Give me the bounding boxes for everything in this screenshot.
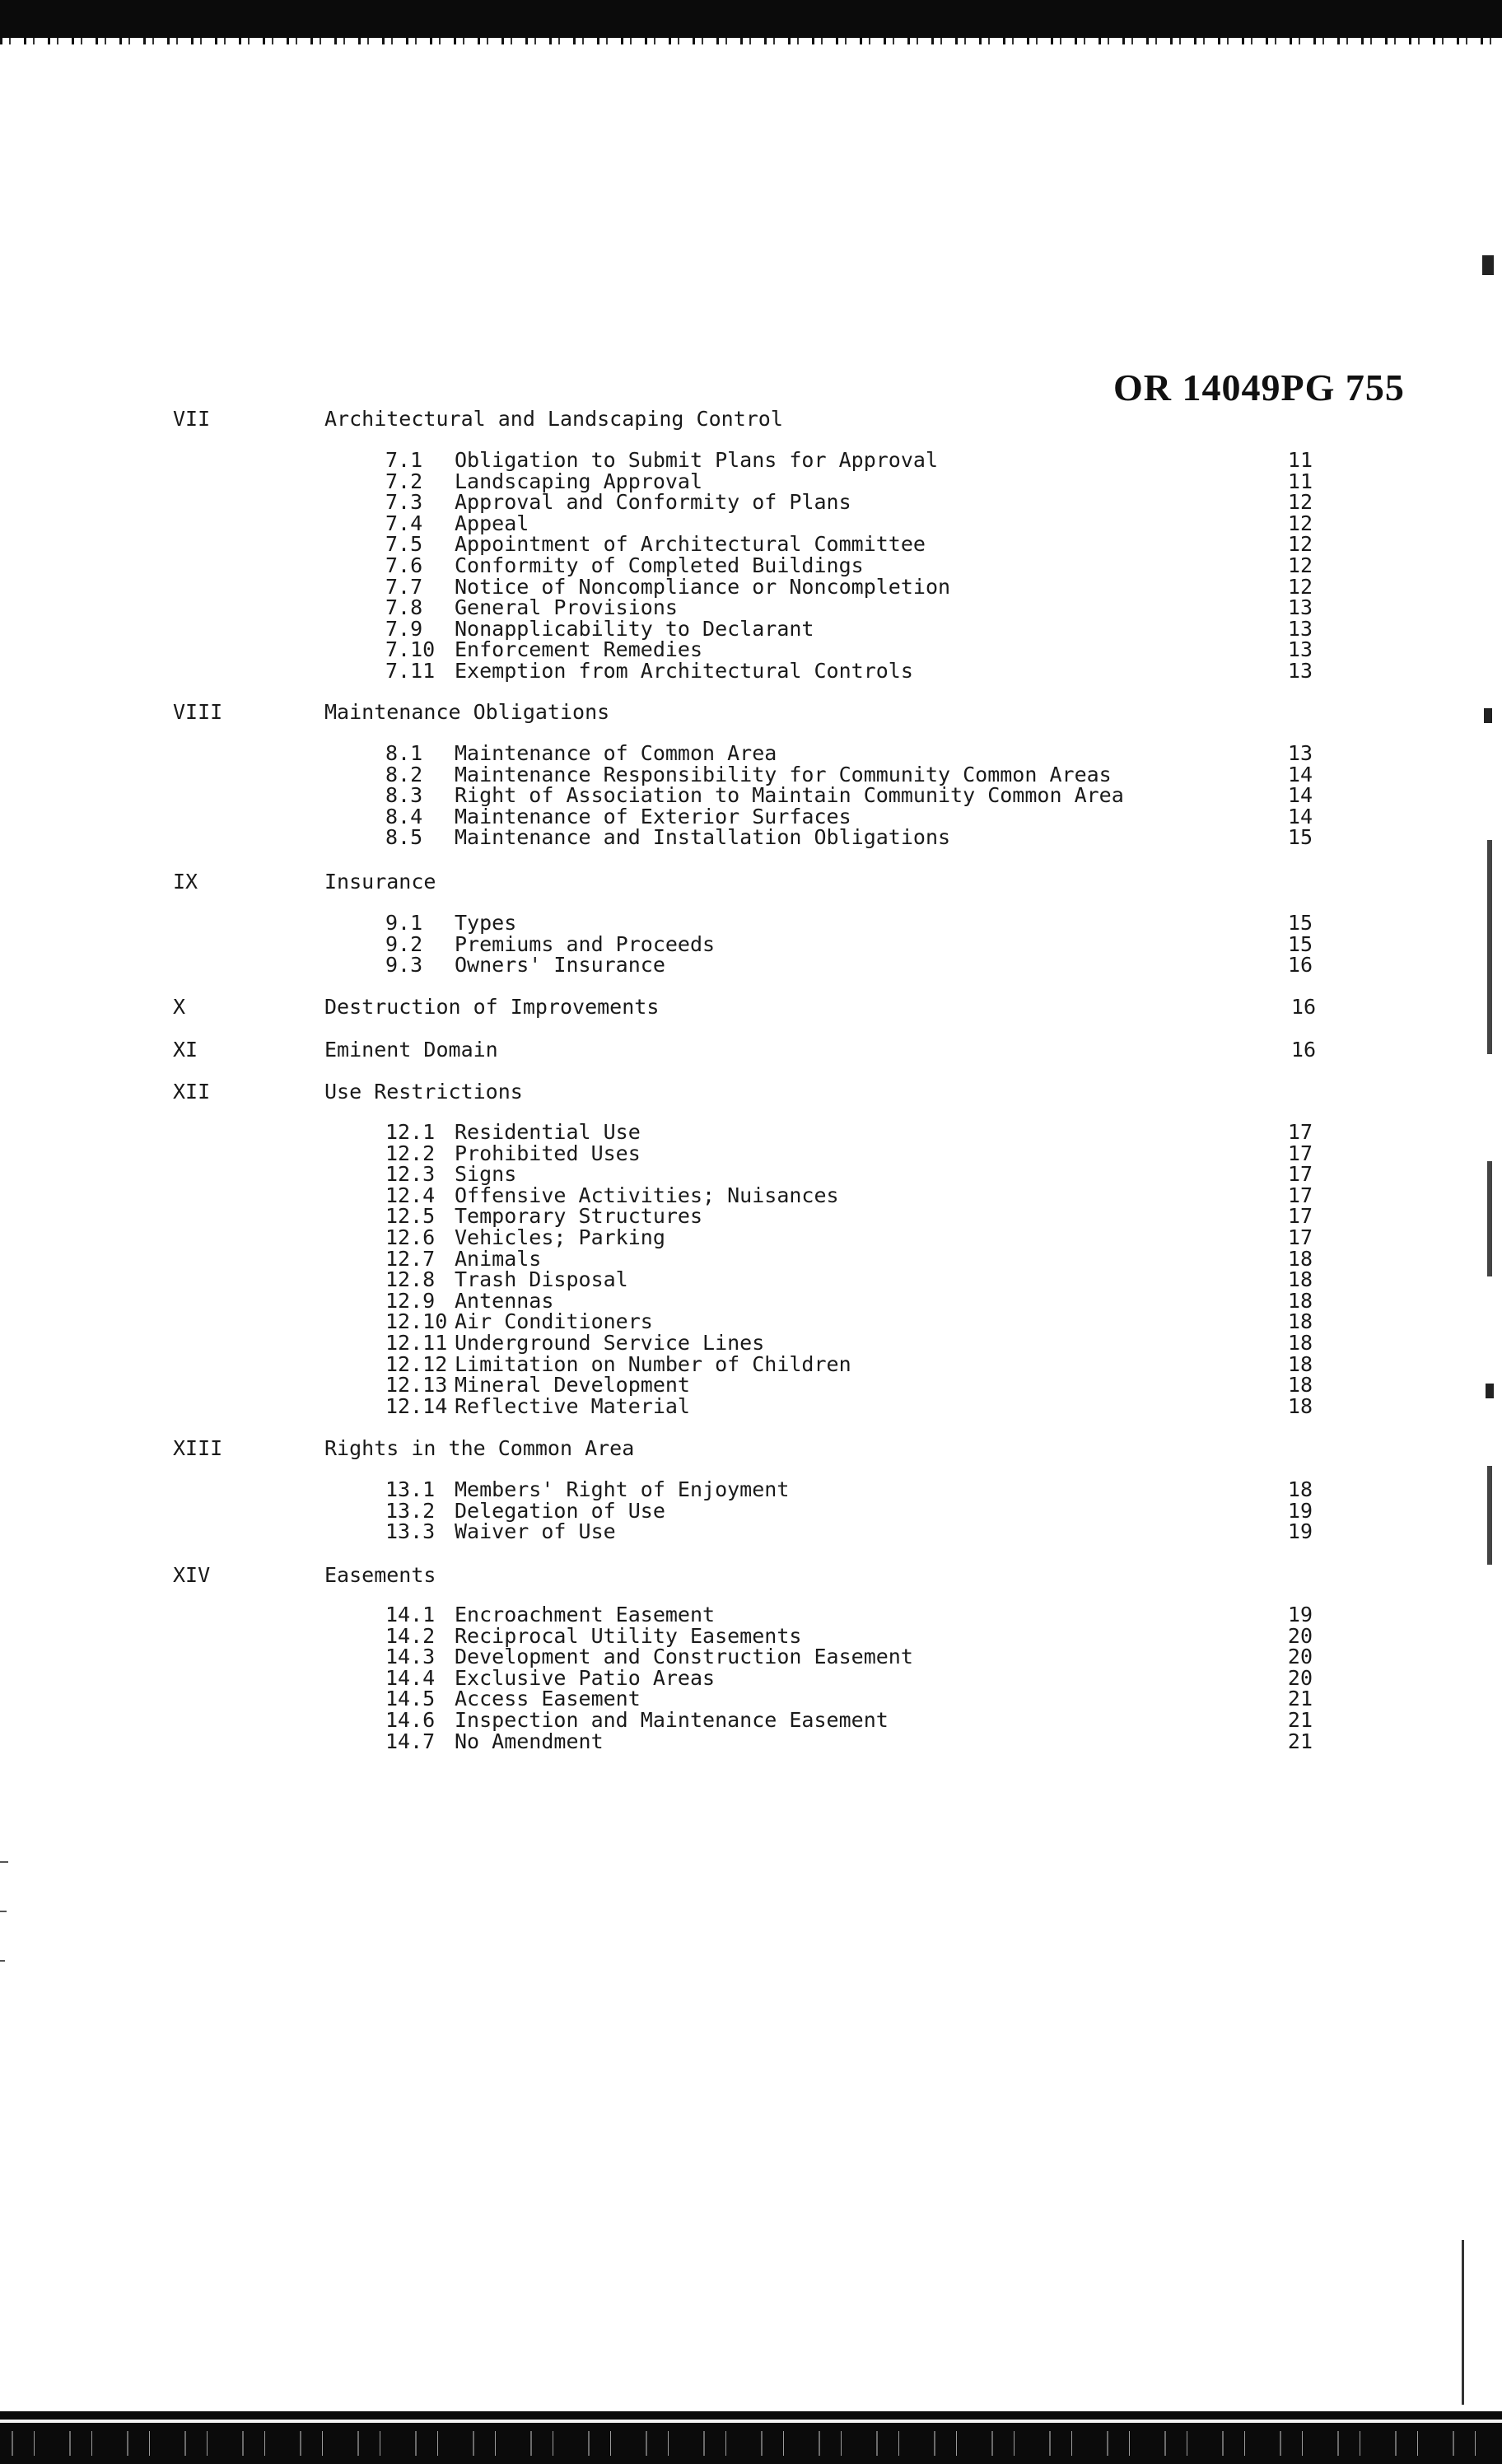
section-title: Trash Disposal	[455, 1267, 628, 1292]
section-title: Vehicles; Parking	[455, 1225, 665, 1249]
article-title: Use Restrictions	[324, 1080, 523, 1104]
section-page: 12	[1287, 553, 1313, 577]
section-page: 18	[1287, 1477, 1313, 1501]
section-row	[0, 1227, 1502, 1248]
section-number: 7.6	[385, 553, 423, 577]
section-page: 17	[1287, 1204, 1313, 1229]
section-page: 12	[1287, 532, 1313, 557]
section-row	[0, 1164, 1502, 1185]
section-page: 13	[1287, 741, 1313, 765]
section-page: 21	[1287, 1687, 1313, 1711]
section-row	[0, 1479, 1502, 1500]
section-title: Inspection and Maintenance Easement	[455, 1707, 889, 1732]
section-page: 12	[1287, 511, 1313, 535]
section-number: 12.4	[385, 1183, 436, 1207]
section-page: 18	[1287, 1267, 1313, 1292]
section-page: 17	[1287, 1225, 1313, 1249]
section-number: 8.5	[385, 825, 423, 850]
article-xiii	[0, 1438, 1502, 1459]
section-page: 21	[1287, 1729, 1313, 1753]
section-row	[0, 513, 1502, 534]
section-page: 20	[1287, 1623, 1313, 1648]
section-row	[0, 827, 1502, 848]
section-page: 16	[1287, 953, 1313, 978]
section-number: 14.1	[385, 1603, 436, 1626]
scan-edge-bottom	[0, 2411, 1502, 2464]
section-row	[0, 1248, 1502, 1270]
article-title: Architectural and Landscaping Control	[324, 407, 783, 431]
section-page: 18	[1287, 1373, 1313, 1398]
section-number: 7.1	[385, 448, 423, 472]
section-row	[0, 954, 1502, 976]
section-number: 8.2	[385, 762, 423, 786]
section-number: 7.4	[385, 511, 423, 535]
scan-edge-line	[0, 2420, 1502, 2423]
section-page: 19	[1287, 1498, 1313, 1523]
section-title: Enforcement Remedies	[455, 637, 703, 662]
section-title: Temporary Structures	[455, 1204, 703, 1229]
section-number: 13.1	[385, 1477, 436, 1501]
section-row	[0, 1500, 1502, 1522]
section-title: Mineral Development	[455, 1373, 690, 1398]
article-x	[0, 996, 1502, 1018]
section-title: Members' Right of Enjoyment	[455, 1477, 790, 1501]
section-row	[0, 618, 1502, 640]
section-page: 17	[1287, 1141, 1313, 1165]
section-title: Nonapplicability to Declarant	[455, 616, 814, 641]
section-number: 7.5	[385, 532, 423, 557]
section-row	[0, 1332, 1502, 1354]
section-number: 9.2	[385, 931, 423, 956]
section-title: Appeal	[455, 511, 529, 535]
section-number: 12.14	[385, 1393, 448, 1418]
section-page: 21	[1287, 1707, 1313, 1732]
section-row	[0, 1374, 1502, 1396]
section-page: 11	[1287, 469, 1313, 493]
article-xii	[0, 1081, 1502, 1103]
section-number: 7.8	[385, 595, 423, 620]
article-page: 16	[1290, 995, 1316, 1019]
section-number: 12.1	[385, 1120, 436, 1144]
section-title: Animals	[455, 1246, 542, 1271]
article-numeral: XI	[173, 1038, 198, 1062]
section-row	[0, 806, 1502, 828]
section-title: Right of Association to Maintain Community Common Area	[455, 783, 1124, 808]
section-row	[0, 1623, 1502, 1648]
section-title: Waiver of Use	[455, 1519, 616, 1544]
section-page: 20	[1287, 1645, 1313, 1669]
section-row	[0, 1311, 1502, 1332]
section-title: Maintenance Responsibility for Community Common Areas	[455, 762, 1112, 786]
section-number: 12.8	[385, 1267, 436, 1292]
article-title: Easements	[324, 1563, 436, 1587]
article-title: Destruction of Improvements	[324, 995, 660, 1019]
article-title: Rights in the Common Area	[324, 1436, 635, 1460]
section-number: 14.2	[385, 1623, 436, 1648]
section-row	[0, 1646, 1502, 1668]
article-ix	[0, 871, 1502, 893]
section-list-ix	[0, 912, 1502, 976]
article-xiv	[0, 1565, 1502, 1586]
section-number: 7.3	[385, 490, 423, 515]
section-number: 7.2	[385, 469, 423, 493]
section-title: Landscaping Approval	[455, 469, 703, 493]
section-page: 18	[1287, 1351, 1313, 1376]
article-viii	[0, 702, 1502, 723]
section-row	[0, 743, 1502, 764]
section-row	[0, 555, 1502, 576]
scan-edge-noise	[0, 2431, 1502, 2456]
section-page: 11	[1287, 448, 1313, 472]
section-title: Limitation on Number of Children	[455, 1351, 851, 1376]
section-row	[0, 912, 1502, 934]
section-page: 15	[1287, 911, 1313, 935]
section-title: Premiums and Proceeds	[455, 931, 716, 956]
section-row	[0, 660, 1502, 682]
section-page: 15	[1287, 825, 1313, 850]
section-row	[0, 1185, 1502, 1206]
section-page: 20	[1287, 1665, 1313, 1690]
section-title: Reciprocal Utility Easements	[455, 1623, 802, 1648]
section-page: 13	[1287, 616, 1313, 641]
section-row	[0, 597, 1502, 618]
section-title: Maintenance of Exterior Surfaces	[455, 804, 851, 828]
section-row	[0, 450, 1502, 471]
section-page: 18	[1287, 1309, 1313, 1334]
section-title: Signs	[455, 1162, 517, 1187]
article-numeral: XII	[173, 1080, 211, 1104]
section-title: No Amendment	[455, 1729, 604, 1753]
section-row	[0, 639, 1502, 660]
section-title: Notice of Noncompliance or Noncompletion	[455, 574, 951, 599]
section-number: 7.9	[385, 616, 423, 641]
section-number: 9.3	[385, 953, 423, 978]
section-number: 12.5	[385, 1204, 436, 1229]
section-number: 9.1	[385, 911, 423, 935]
section-number: 12.11	[385, 1330, 448, 1355]
section-number: 7.10	[385, 637, 436, 662]
section-title: Obligation to Submit Plans for Approval	[455, 448, 938, 472]
section-title: Development and Construction Easement	[455, 1645, 913, 1669]
section-page: 14	[1287, 783, 1313, 808]
section-row	[0, 1269, 1502, 1290]
section-title: Air Conditioners	[455, 1309, 653, 1334]
section-number: 8.1	[385, 741, 423, 765]
section-page: 19	[1287, 1603, 1313, 1626]
section-row	[0, 931, 1502, 956]
recording-stamp: OR 14049PG 755	[1113, 366, 1405, 408]
section-page: 14	[1287, 804, 1313, 828]
article-page: 16	[1290, 1038, 1316, 1062]
section-row	[0, 785, 1502, 806]
section-number: 13.2	[385, 1498, 436, 1523]
section-number: 13.3	[385, 1519, 436, 1544]
section-title: General Provisions	[455, 595, 678, 620]
article-numeral: VIII	[173, 700, 223, 724]
section-row	[0, 1143, 1502, 1164]
section-title: Maintenance of Common Area	[455, 741, 777, 765]
section-number: 7.11	[385, 658, 436, 683]
section-title: Exclusive Patio Areas	[455, 1665, 716, 1690]
section-row	[0, 764, 1502, 786]
section-page: 14	[1287, 762, 1313, 786]
section-title: Access Easement	[455, 1687, 641, 1711]
section-page: 18	[1287, 1288, 1313, 1313]
section-row	[0, 1521, 1502, 1542]
section-title: Residential Use	[455, 1120, 641, 1144]
section-row	[0, 576, 1502, 598]
section-number: 12.2	[385, 1141, 436, 1165]
section-title: Antennas	[455, 1288, 554, 1313]
section-page: 17	[1287, 1183, 1313, 1207]
article-numeral: VII	[173, 407, 211, 431]
article-numeral: XIII	[173, 1436, 223, 1460]
section-title: Owners' Insurance	[455, 953, 665, 978]
section-row	[0, 1604, 1502, 1626]
section-row	[0, 471, 1502, 492]
section-list-viii	[0, 743, 1502, 848]
section-page: 12	[1287, 574, 1313, 599]
section-number: 14.6	[385, 1707, 436, 1732]
section-page: 12	[1287, 490, 1313, 515]
article-title: Eminent Domain	[324, 1038, 498, 1062]
article-numeral: IX	[173, 870, 198, 894]
section-page: 13	[1287, 637, 1313, 662]
section-number: 12.9	[385, 1288, 436, 1313]
article-numeral: XIV	[173, 1563, 211, 1587]
section-row	[0, 1393, 1502, 1418]
section-row	[0, 1206, 1502, 1227]
section-title: Delegation of Use	[455, 1498, 665, 1523]
section-page: 17	[1287, 1162, 1313, 1187]
section-row	[0, 492, 1502, 513]
section-row	[0, 1707, 1502, 1732]
section-page: 18	[1287, 1330, 1313, 1355]
section-list-vii	[0, 450, 1502, 682]
section-title: Appointment of Architectural Committee	[455, 532, 926, 557]
section-number: 14.4	[385, 1665, 436, 1690]
article-xi	[0, 1039, 1502, 1061]
article-title: Maintenance Obligations	[324, 700, 610, 724]
article-title: Insurance	[324, 870, 436, 894]
section-page: 18	[1287, 1393, 1313, 1418]
section-page: 15	[1287, 931, 1313, 956]
section-number: 12.12	[385, 1351, 448, 1376]
section-title: Conformity of Completed Buildings	[455, 553, 864, 577]
section-title: Maintenance and Installation Obligations	[455, 825, 951, 850]
section-page: 13	[1287, 658, 1313, 683]
section-page: 19	[1287, 1519, 1313, 1544]
section-list-xii	[0, 1122, 1502, 1416]
section-row	[0, 1122, 1502, 1143]
section-title: Underground Service Lines	[455, 1330, 765, 1355]
section-title: Reflective Material	[455, 1393, 690, 1418]
section-number: 14.3	[385, 1645, 436, 1669]
article-vii	[0, 408, 1502, 430]
section-number: 12.6	[385, 1225, 436, 1249]
section-page: 13	[1287, 595, 1313, 620]
section-page: 18	[1287, 1246, 1313, 1271]
section-list-xiii	[0, 1479, 1502, 1542]
section-page: 17	[1287, 1120, 1313, 1144]
section-title: Encroachment Easement	[455, 1603, 716, 1626]
section-row	[0, 1665, 1502, 1690]
section-title: Offensive Activities; Nuisances	[455, 1183, 839, 1207]
section-number: 12.10	[385, 1309, 448, 1334]
section-row	[0, 1731, 1502, 1752]
section-title: Types	[455, 911, 517, 935]
section-number: 7.7	[385, 574, 423, 599]
section-number: 12.3	[385, 1162, 436, 1187]
section-number: 12.13	[385, 1373, 448, 1398]
section-row	[0, 1351, 1502, 1376]
section-number: 14.7	[385, 1729, 436, 1753]
section-title: Approval and Conformity of Plans	[455, 490, 851, 515]
section-title: Exemption from Architectural Controls	[455, 658, 913, 683]
section-number: 12.7	[385, 1246, 436, 1271]
section-number: 8.3	[385, 783, 423, 808]
section-list-xiv	[0, 1604, 1502, 1752]
section-row	[0, 1290, 1502, 1312]
section-row	[0, 1688, 1502, 1710]
section-row	[0, 534, 1502, 555]
article-numeral: X	[173, 995, 186, 1019]
section-number: 8.4	[385, 804, 423, 828]
section-number: 14.5	[385, 1687, 436, 1711]
section-title: Prohibited Uses	[455, 1141, 641, 1165]
